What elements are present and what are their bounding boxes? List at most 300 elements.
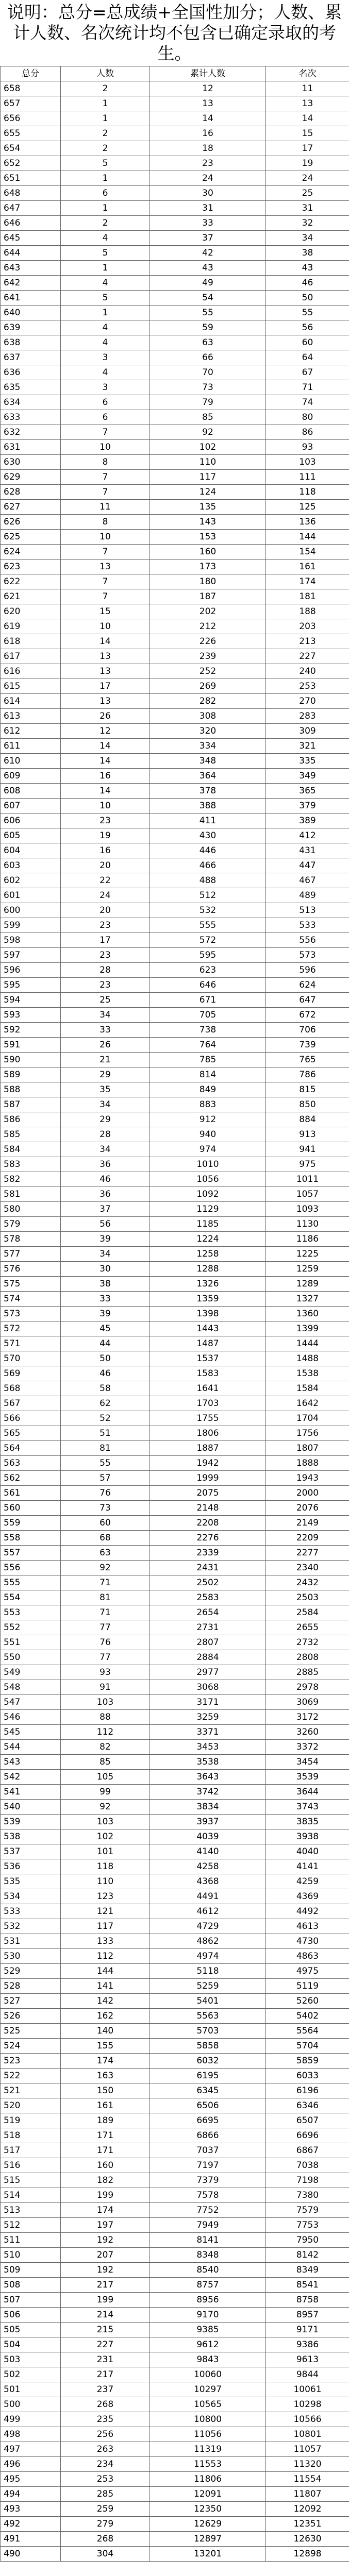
cell-total-score: 508 — [1, 2278, 61, 2293]
cell-rank: 270 — [266, 694, 349, 709]
cell-rank: 9171 — [266, 2323, 349, 2337]
cell-count: 88 — [61, 1710, 150, 1725]
cell-count: 6 — [61, 395, 150, 410]
cell-count: 39 — [61, 1307, 150, 1321]
cell-rank: 941 — [266, 1142, 349, 1157]
cell-total-score: 627 — [1, 500, 61, 515]
cell-rank: 125 — [266, 500, 349, 515]
cell-rank: 2885 — [266, 1665, 349, 1680]
cell-count: 171 — [61, 2128, 150, 2143]
table-row — [1, 96, 349, 111]
table-row — [1, 739, 349, 754]
cell-count: 5 — [61, 246, 150, 261]
cell-total-score: 607 — [1, 799, 61, 814]
cell-rank: 67 — [266, 365, 349, 380]
cell-rank: 1399 — [266, 1321, 349, 1336]
table-row — [1, 1501, 349, 1516]
cell-cumulative-count: 3742 — [150, 1785, 266, 1800]
cell-cumulative-count: 623 — [150, 963, 266, 978]
cell-rank: 12898 — [266, 2547, 349, 2562]
cell-count: 7 — [61, 545, 150, 560]
cell-total-score: 608 — [1, 784, 61, 799]
cell-rank: 11057 — [266, 2442, 349, 2457]
table-row — [1, 1964, 349, 1979]
cell-cumulative-count: 1224 — [150, 1232, 266, 1247]
cell-total-score: 526 — [1, 2009, 61, 2024]
cell-total-score: 553 — [1, 1605, 61, 1620]
cell-count: 34 — [61, 1142, 150, 1157]
cell-rank: 647 — [266, 993, 349, 1008]
cell-cumulative-count: 364 — [150, 769, 266, 784]
cell-rank: 8541 — [266, 2278, 349, 2293]
cell-rank: 103 — [266, 455, 349, 470]
table-row — [1, 410, 349, 425]
cell-rank: 379 — [266, 799, 349, 814]
cell-count: 155 — [61, 2039, 150, 2054]
cell-total-score: 552 — [1, 1620, 61, 1635]
table-row — [1, 634, 349, 649]
table-row — [1, 1800, 349, 1815]
cell-rank: 447 — [266, 858, 349, 873]
table-row — [1, 1471, 349, 1486]
cell-rank: 71 — [266, 380, 349, 395]
cell-rank: 765 — [266, 1053, 349, 1067]
cell-total-score: 497 — [1, 2442, 61, 2457]
cell-rank: 12630 — [266, 2532, 349, 2547]
table-row — [1, 664, 349, 679]
cell-count: 160 — [61, 2158, 150, 2173]
cell-cumulative-count: 8141 — [150, 2233, 266, 2248]
cell-rank: 1807 — [266, 1441, 349, 1456]
cell-count: 24 — [61, 888, 150, 903]
cell-cumulative-count: 5858 — [150, 2039, 266, 2054]
table-row — [1, 1262, 349, 1277]
table-row — [1, 1994, 349, 2009]
table-row — [1, 425, 349, 440]
cell-count: 112 — [61, 1949, 150, 1964]
cell-rank: 573 — [266, 948, 349, 963]
cell-count: 26 — [61, 1038, 150, 1053]
cell-total-score: 656 — [1, 111, 61, 126]
cell-total-score: 501 — [1, 2382, 61, 2397]
table-row — [1, 1635, 349, 1650]
table-row — [1, 2532, 349, 2547]
table-row — [1, 1277, 349, 1292]
cell-count: 6 — [61, 186, 150, 201]
table-row — [1, 858, 349, 873]
cell-cumulative-count: 883 — [150, 1097, 266, 1112]
table-row — [1, 2278, 349, 2293]
table-row — [1, 2323, 349, 2337]
cell-rank: 213 — [266, 634, 349, 649]
cell-rank: 15 — [266, 126, 349, 141]
cell-cumulative-count: 1942 — [150, 1456, 266, 1471]
cell-rank: 2209 — [266, 1531, 349, 1546]
cell-rank: 11807 — [266, 2487, 349, 2502]
cell-rank: 10298 — [266, 2397, 349, 2412]
table-row — [1, 1829, 349, 1844]
cell-total-score: 581 — [1, 1187, 61, 1202]
cell-cumulative-count: 8757 — [150, 2278, 266, 2293]
cell-count: 46 — [61, 1172, 150, 1187]
cell-rank: 8957 — [266, 2308, 349, 2323]
cell-count: 63 — [61, 1546, 150, 1561]
cell-rank: 1327 — [266, 1292, 349, 1307]
cell-count: 2 — [61, 141, 150, 156]
table-row — [1, 306, 349, 320]
cell-rank: 111 — [266, 470, 349, 485]
table-row — [1, 545, 349, 560]
cell-rank: 1093 — [266, 1202, 349, 1217]
table-row — [1, 291, 349, 306]
cell-cumulative-count: 9843 — [150, 2352, 266, 2367]
cell-rank: 975 — [266, 1157, 349, 1172]
cell-count: 253 — [61, 2472, 150, 2487]
cell-rank: 7579 — [266, 2203, 349, 2218]
explanation-note: 说明：总分=总成绩+全国性加分；人数、累计人数、名次统计均不包含已确定录取的考生。 — [7, 2, 342, 63]
cell-cumulative-count: 6866 — [150, 2128, 266, 2143]
cell-count: 91 — [61, 1680, 150, 1695]
cell-rank: 489 — [266, 888, 349, 903]
cell-count: 2 — [61, 216, 150, 231]
table-row — [1, 231, 349, 246]
table-row — [1, 2054, 349, 2069]
cell-rank: 2978 — [266, 1680, 349, 1695]
cell-count: 4 — [61, 276, 150, 291]
cell-cumulative-count: 31 — [150, 201, 266, 216]
table-row — [1, 873, 349, 888]
cell-cumulative-count: 55 — [150, 306, 266, 320]
table-row — [1, 1426, 349, 1441]
table-row — [1, 1740, 349, 1755]
cell-cumulative-count: 54 — [150, 291, 266, 306]
table-row — [1, 1321, 349, 1336]
table-row — [1, 111, 349, 126]
table-row — [1, 1247, 349, 1262]
cell-rank: 11554 — [266, 2472, 349, 2487]
cell-total-score: 585 — [1, 1127, 61, 1142]
cell-rank: 1756 — [266, 1426, 349, 1441]
cell-rank: 93 — [266, 440, 349, 455]
table-row — [1, 1949, 349, 1964]
cell-cumulative-count: 8540 — [150, 2263, 266, 2278]
cell-rank: 11320 — [266, 2457, 349, 2472]
cell-count: 60 — [61, 1516, 150, 1531]
cell-total-score: 507 — [1, 2293, 61, 2308]
cell-cumulative-count: 5401 — [150, 1994, 266, 2009]
cell-cumulative-count: 1398 — [150, 1307, 266, 1321]
cell-count: 29 — [61, 1112, 150, 1127]
cell-total-score: 546 — [1, 1710, 61, 1725]
cell-count: 1 — [61, 171, 150, 186]
cell-rank: 1888 — [266, 1456, 349, 1471]
table-row — [1, 1770, 349, 1785]
cell-rank: 5119 — [266, 1979, 349, 1994]
cell-cumulative-count: 849 — [150, 1082, 266, 1097]
cell-cumulative-count: 239 — [150, 649, 266, 664]
cell-total-score: 520 — [1, 2098, 61, 2113]
table-row — [1, 1351, 349, 1366]
cell-cumulative-count: 2583 — [150, 1590, 266, 1605]
table-row — [1, 515, 349, 530]
cell-cumulative-count: 135 — [150, 500, 266, 515]
cell-cumulative-count: 671 — [150, 993, 266, 1008]
cell-rank: 64 — [266, 350, 349, 365]
cell-rank: 3372 — [266, 1740, 349, 1755]
cell-rank: 309 — [266, 724, 349, 739]
table-row — [1, 948, 349, 963]
table-row — [1, 903, 349, 918]
table-row — [1, 440, 349, 455]
cell-total-score: 533 — [1, 1904, 61, 1919]
cell-total-score: 625 — [1, 530, 61, 545]
cell-cumulative-count: 512 — [150, 888, 266, 903]
cell-cumulative-count: 2339 — [150, 1546, 266, 1561]
cell-rank: 389 — [266, 814, 349, 828]
cell-count: 182 — [61, 2173, 150, 2188]
cell-total-score: 634 — [1, 395, 61, 410]
table-row — [1, 1979, 349, 1994]
cell-total-score: 582 — [1, 1172, 61, 1187]
cell-cumulative-count: 2884 — [150, 1650, 266, 1665]
cell-total-score: 502 — [1, 2367, 61, 2382]
cell-total-score: 542 — [1, 1770, 61, 1785]
cell-count: 16 — [61, 769, 150, 784]
cell-count: 13 — [61, 664, 150, 679]
cell-rank: 3260 — [266, 1725, 349, 1740]
table-row — [1, 1546, 349, 1561]
table-row — [1, 2367, 349, 2382]
cell-rank: 3539 — [266, 1770, 349, 1785]
cell-total-score: 532 — [1, 1919, 61, 1934]
cell-count: 76 — [61, 1635, 150, 1650]
cell-cumulative-count: 8348 — [150, 2248, 266, 2263]
cell-count: 7 — [61, 470, 150, 485]
cell-count: 102 — [61, 1829, 150, 1844]
table-row — [1, 1605, 349, 1620]
cell-total-score: 658 — [1, 81, 61, 96]
score-table — [0, 66, 349, 2562]
cell-cumulative-count: 7197 — [150, 2158, 266, 2173]
cell-cumulative-count: 912 — [150, 1112, 266, 1127]
cell-cumulative-count: 202 — [150, 604, 266, 619]
table-row — [1, 1620, 349, 1635]
table-row — [1, 1053, 349, 1067]
cell-cumulative-count: 4612 — [150, 1904, 266, 1919]
cell-cumulative-count: 1288 — [150, 1262, 266, 1277]
cell-total-score: 527 — [1, 1994, 61, 2009]
cell-total-score: 648 — [1, 186, 61, 201]
cell-count: 285 — [61, 2487, 150, 2502]
cell-count: 81 — [61, 1590, 150, 1605]
table-row — [1, 2442, 349, 2457]
cell-rank: 60 — [266, 335, 349, 350]
cell-total-score: 611 — [1, 739, 61, 754]
cell-count: 197 — [61, 2218, 150, 2233]
cell-rank: 6196 — [266, 2083, 349, 2098]
cell-total-score: 613 — [1, 709, 61, 724]
cell-count: 23 — [61, 814, 150, 828]
cell-cumulative-count: 4258 — [150, 1859, 266, 1874]
cell-total-score: 586 — [1, 1112, 61, 1127]
cell-count: 144 — [61, 1964, 150, 1979]
cell-total-score: 495 — [1, 2472, 61, 2487]
cell-total-score: 630 — [1, 455, 61, 470]
cell-total-score: 597 — [1, 948, 61, 963]
cell-rank: 2340 — [266, 1561, 349, 1575]
cell-total-score: 551 — [1, 1635, 61, 1650]
cell-count: 82 — [61, 1740, 150, 1755]
table-row — [1, 2397, 349, 2412]
cell-count: 51 — [61, 1426, 150, 1441]
cell-count: 140 — [61, 2024, 150, 2039]
cell-total-score: 572 — [1, 1321, 61, 1336]
cell-cumulative-count: 4729 — [150, 1919, 266, 1934]
cell-total-score: 639 — [1, 320, 61, 335]
table-row — [1, 2248, 349, 2263]
cell-rank: 9613 — [266, 2352, 349, 2367]
cell-total-score: 596 — [1, 963, 61, 978]
cell-cumulative-count: 9612 — [150, 2337, 266, 2352]
cell-cumulative-count: 785 — [150, 1053, 266, 1067]
cell-total-score: 580 — [1, 1202, 61, 1217]
cell-total-score: 645 — [1, 231, 61, 246]
cell-total-score: 615 — [1, 679, 61, 694]
cell-rank: 3172 — [266, 1710, 349, 1725]
cell-rank: 19 — [266, 156, 349, 171]
table-row — [1, 2128, 349, 2143]
cell-count: 25 — [61, 993, 150, 1008]
table-row — [1, 1874, 349, 1889]
cell-total-score: 549 — [1, 1665, 61, 1680]
cell-count: 163 — [61, 2069, 150, 2083]
table-row — [1, 1755, 349, 1770]
cell-cumulative-count: 1703 — [150, 1396, 266, 1411]
table-row — [1, 201, 349, 216]
cell-rank: 2732 — [266, 1635, 349, 1650]
cell-rank: 1057 — [266, 1187, 349, 1202]
cell-rank: 2584 — [266, 1605, 349, 1620]
cell-cumulative-count: 974 — [150, 1142, 266, 1157]
cell-total-score: 555 — [1, 1575, 61, 1590]
cell-total-score: 535 — [1, 1874, 61, 1889]
cell-rank: 3835 — [266, 1815, 349, 1829]
cell-cumulative-count: 411 — [150, 814, 266, 828]
cell-cumulative-count: 1010 — [150, 1157, 266, 1172]
cell-cumulative-count: 143 — [150, 515, 266, 530]
cell-total-score: 537 — [1, 1844, 61, 1859]
cell-total-score: 563 — [1, 1456, 61, 1471]
cell-total-score: 539 — [1, 1815, 61, 1829]
cell-rank: 154 — [266, 545, 349, 560]
cell-cumulative-count: 1443 — [150, 1321, 266, 1336]
cell-total-score: 637 — [1, 350, 61, 365]
cell-rank: 1130 — [266, 1217, 349, 1232]
cell-cumulative-count: 6506 — [150, 2098, 266, 2113]
cell-cumulative-count: 9385 — [150, 2323, 266, 2337]
cell-total-score: 574 — [1, 1292, 61, 1307]
table-row — [1, 320, 349, 335]
cell-count: 118 — [61, 1859, 150, 1874]
cell-cumulative-count: 3068 — [150, 1680, 266, 1695]
cell-rank: 5564 — [266, 2024, 349, 2039]
cell-count: 17 — [61, 933, 150, 948]
cell-total-score: 516 — [1, 2158, 61, 2173]
cell-total-score: 499 — [1, 2412, 61, 2427]
cell-count: 46 — [61, 1366, 150, 1381]
cell-rank: 5704 — [266, 2039, 349, 2054]
cell-count: 2 — [61, 81, 150, 96]
cell-count: 217 — [61, 2278, 150, 2293]
cell-total-score: 554 — [1, 1590, 61, 1605]
cell-total-score: 591 — [1, 1038, 61, 1053]
table-row — [1, 1725, 349, 1740]
cell-total-score: 577 — [1, 1247, 61, 1262]
cell-rank: 2277 — [266, 1546, 349, 1561]
cell-count: 1 — [61, 261, 150, 276]
cell-cumulative-count: 4140 — [150, 1844, 266, 1859]
cell-cumulative-count: 2977 — [150, 1665, 266, 1680]
cell-rank: 46 — [266, 276, 349, 291]
cell-total-score: 561 — [1, 1486, 61, 1501]
cell-total-score: 632 — [1, 425, 61, 440]
cell-total-score: 529 — [1, 1964, 61, 1979]
cell-cumulative-count: 18 — [150, 141, 266, 156]
table-row — [1, 1232, 349, 1247]
cell-total-score: 619 — [1, 619, 61, 634]
cell-rank: 7380 — [266, 2188, 349, 2203]
cell-total-score: 493 — [1, 2502, 61, 2517]
cell-cumulative-count: 814 — [150, 1067, 266, 1082]
cell-count: 36 — [61, 1187, 150, 1202]
cell-rank: 174 — [266, 574, 349, 589]
table-row — [1, 2188, 349, 2203]
cell-count: 26 — [61, 709, 150, 724]
cell-cumulative-count: 1806 — [150, 1426, 266, 1441]
cell-cumulative-count: 173 — [150, 560, 266, 574]
cell-total-score: 590 — [1, 1053, 61, 1067]
cell-total-score: 647 — [1, 201, 61, 216]
cell-total-score: 654 — [1, 141, 61, 156]
cell-total-score: 623 — [1, 560, 61, 574]
cell-rank: 4141 — [266, 1859, 349, 1874]
cell-total-score: 657 — [1, 96, 61, 111]
cell-cumulative-count: 49 — [150, 276, 266, 291]
cell-total-score: 570 — [1, 1351, 61, 1366]
cell-total-score: 491 — [1, 2532, 61, 2547]
cell-rank: 1360 — [266, 1307, 349, 1321]
header-cumulative-count: 累计人数 — [150, 66, 266, 81]
cell-count: 192 — [61, 2263, 150, 2278]
cell-cumulative-count: 79 — [150, 395, 266, 410]
table-row — [1, 2457, 349, 2472]
cell-cumulative-count: 8956 — [150, 2293, 266, 2308]
cell-total-score: 638 — [1, 335, 61, 350]
cell-rank: 11 — [266, 81, 349, 96]
cell-count: 39 — [61, 1232, 150, 1247]
cell-total-score: 540 — [1, 1800, 61, 1815]
cell-cumulative-count: 42 — [150, 246, 266, 261]
cell-total-score: 544 — [1, 1740, 61, 1755]
cell-total-score: 518 — [1, 2128, 61, 2143]
table-row — [1, 1815, 349, 1829]
cell-count: 50 — [61, 1351, 150, 1366]
cell-rank: 1584 — [266, 1381, 349, 1396]
cell-cumulative-count: 6032 — [150, 2054, 266, 2069]
cell-total-score: 620 — [1, 604, 61, 619]
cell-cumulative-count: 13201 — [150, 2547, 266, 2562]
cell-rank: 1225 — [266, 1247, 349, 1262]
